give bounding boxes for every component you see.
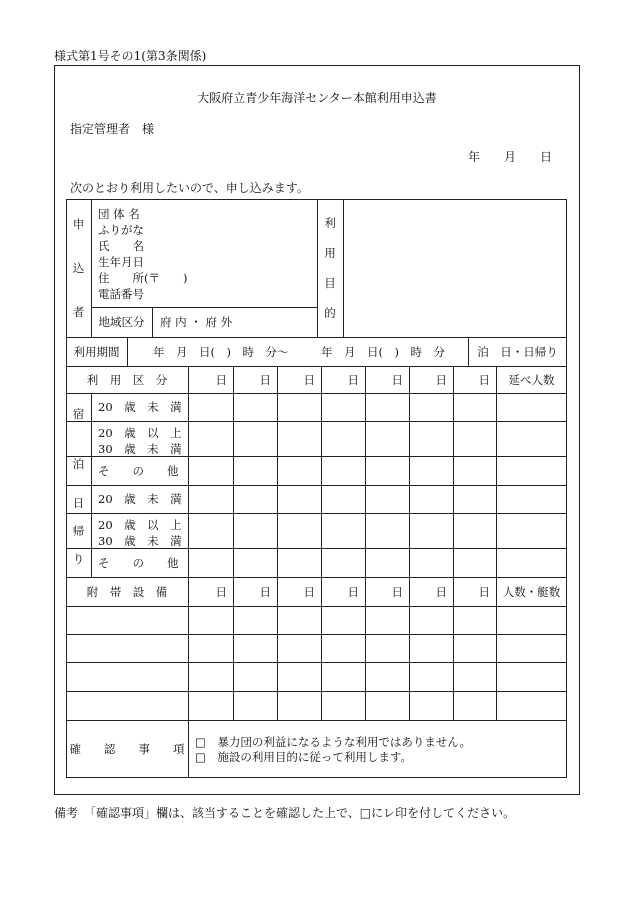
equipment-day-header: 日 — [347, 584, 359, 599]
region-options: 府 内 ・ 府 外 — [160, 315, 233, 329]
age-row-label: 20 歳 以 上 — [98, 517, 182, 532]
period-label: 利用期間 — [73, 344, 120, 359]
period-start: 年 月 日( ) 時 分～ — [153, 344, 289, 359]
equipment-day-header: 日 — [303, 584, 315, 599]
daytrip-label-char: 日 — [72, 496, 85, 510]
confirm-label: 確 認 事 項 — [69, 742, 185, 756]
purpose-label-char: 的 — [324, 306, 336, 320]
usage-day-header: 日 — [215, 372, 227, 387]
applicant-label-char: 者 — [72, 305, 85, 319]
usage-day-header: 日 — [435, 372, 447, 387]
daytrip-label-char: り — [72, 552, 85, 566]
daytrip-label — [66, 485, 91, 577]
applicant-label — [66, 199, 91, 337]
grid-line — [343, 199, 344, 337]
region-label: 地域区分 — [98, 315, 145, 329]
applicant-label-chars — [73, 216, 85, 320]
grid-line — [365, 366, 366, 720]
age-row-label: そ の 他 — [98, 463, 179, 478]
applicant-field-label: 住 所(〒 ) — [98, 271, 188, 285]
usage-day-header: 日 — [259, 372, 271, 387]
grid-line — [409, 366, 410, 720]
daytrip-label-chars — [73, 495, 85, 567]
form-number: 様式第1号その1(第3条関係) — [54, 49, 207, 63]
grid-line — [496, 366, 497, 720]
confirm-items — [195, 735, 471, 765]
age-row-label-2: 30 歳 未 満 — [98, 533, 182, 548]
purpose-label-char: 利 — [324, 216, 336, 230]
usage-day-header: 日 — [391, 372, 403, 387]
purpose-label — [317, 199, 343, 337]
overnight-label — [66, 393, 91, 485]
grid-line — [66, 606, 567, 607]
equipment-day-header: 日 — [259, 584, 271, 599]
intro-text: 次のとおり利用したいので、申し込みます。 — [70, 181, 309, 195]
period-end: 年 月 日( ) 時 分 — [321, 344, 445, 359]
overnight-label-chars — [73, 406, 85, 472]
equipment-day-header: 日 — [391, 584, 403, 599]
applicant-label-char: 込 — [72, 261, 85, 275]
grid-line — [277, 366, 278, 720]
equipment-header: 附 帯 設 備 — [86, 584, 168, 599]
applicant-field-label: 電話番号 — [98, 287, 144, 301]
equipment-day-header: 日 — [478, 584, 490, 599]
usage-total-header: 延べ人数 — [508, 372, 555, 387]
usage-header: 利 用 区 分 — [86, 372, 168, 387]
grid-line — [453, 366, 454, 720]
stay-type: 泊 日・日帰り — [477, 344, 558, 359]
applicant-field-label: ふりがな — [98, 223, 144, 237]
purpose-label-char: 用 — [324, 246, 336, 260]
age-row-label: そ の 他 — [98, 555, 179, 570]
age-row-label: 20 歳 未 満 — [98, 492, 182, 506]
form-title: 大阪府立青少年海洋センター本館利用申込書 — [197, 91, 437, 105]
usage-day-header: 日 — [303, 372, 315, 387]
grid-line — [66, 634, 567, 635]
applicant-field-label: 団 体 名 — [98, 207, 140, 221]
date-line: 年 月 日 — [468, 150, 553, 164]
age-row-label: 20 歳 以 上 — [98, 425, 182, 440]
usage-day-header: 日 — [478, 372, 490, 387]
equipment-total-header: 人数・艇数 — [502, 584, 561, 599]
grid-line — [127, 337, 128, 366]
grid-line — [66, 662, 567, 663]
applicant-field-label: 氏 名 — [98, 239, 144, 253]
grid-line — [321, 366, 322, 720]
equipment-day-header: 日 — [435, 584, 447, 599]
usage-day-header: 日 — [347, 372, 359, 387]
grid-line — [188, 720, 189, 778]
grid-line — [91, 393, 92, 577]
confirm-item: □ 暴力団の利益になるような利用ではありません。 — [195, 735, 472, 749]
grid-line — [233, 366, 234, 720]
addressee: 指定管理者 様 — [70, 122, 155, 136]
applicant-fields — [98, 206, 187, 302]
purpose-label-chars — [324, 215, 336, 321]
age-row-label: 20 歳 未 満 — [98, 400, 182, 414]
equipment-day-header: 日 — [215, 584, 227, 599]
overnight-label-char: 泊 — [72, 457, 85, 471]
grid-line — [188, 366, 189, 720]
confirm-item: □ 施設の利用目的に従って利用します。 — [195, 750, 412, 764]
daytrip-label-char: 帰 — [72, 524, 85, 538]
remarks-note: 備考 「確認事項」欄は、該当することを確認した上で、□にレ印を付してください。 — [54, 806, 516, 820]
purpose-label-char: 目 — [324, 276, 336, 290]
grid-line — [66, 691, 567, 692]
applicant-label-char: 申 — [72, 217, 85, 231]
applicant-field-label: 生年月日 — [98, 255, 144, 269]
age-row-label-2: 30 歳 未 満 — [98, 441, 182, 456]
overnight-label-char: 宿 — [72, 407, 85, 421]
